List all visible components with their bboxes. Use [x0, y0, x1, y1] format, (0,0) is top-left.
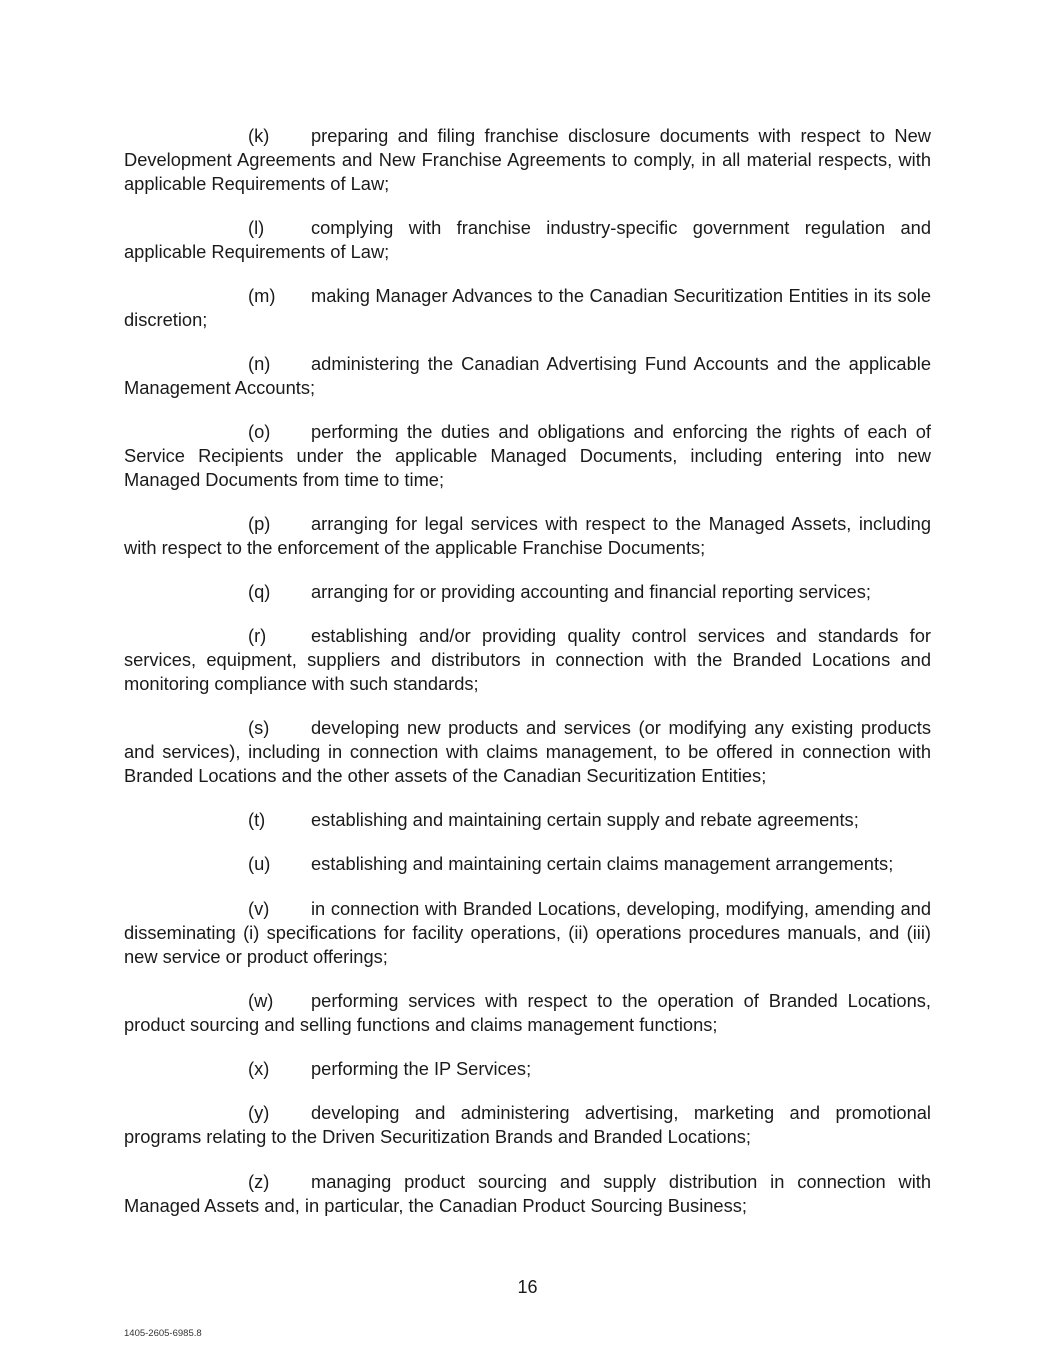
list-item-z: [124, 1170, 931, 1218]
item-text: arranging for or providing accounting and financial reporting services;: [311, 581, 871, 602]
list-item-l: [124, 216, 931, 264]
item-label: (l): [248, 217, 265, 238]
item-label: (w): [248, 990, 274, 1011]
item-text: performing the IP Services;: [311, 1058, 532, 1079]
item-text: managing product sourcing and supply distribution in connection with Managed Assets and, in particular, the Canadian Product Sourcing Business;: [124, 1171, 931, 1216]
list-item-s: [124, 716, 931, 788]
list-item-n: [124, 352, 931, 400]
item-label: (y): [248, 1102, 270, 1123]
item-label: (x): [248, 1058, 270, 1079]
item-label: (t): [248, 809, 266, 830]
page-number: 16: [517, 1277, 538, 1297]
item-text: establishing and maintaining certain claims management arrangements;: [311, 853, 894, 874]
list-item-v: [124, 897, 931, 969]
item-label: (m): [248, 285, 276, 306]
item-text: making Manager Advances to the Canadian Securitization Entities in its sole discretion;: [124, 285, 931, 330]
item-label: (n): [248, 353, 271, 374]
item-label: (v): [248, 898, 270, 919]
item-label: (r): [248, 625, 267, 646]
item-text: establishing and/or providing quality control services and standards for services, equipment, suppliers and distributors in connection with the Branded Locations and monitoring compliance with such standards;: [124, 625, 931, 694]
list-item-p: [124, 512, 931, 560]
list-item-q: [124, 580, 931, 604]
item-text: establishing and maintaining certain supply and rebate agreements;: [311, 809, 859, 830]
item-label: (p): [248, 513, 271, 534]
item-label: (u): [248, 853, 271, 874]
list-item-u: [124, 852, 931, 876]
list-item-x: [124, 1057, 931, 1081]
list-item-k: [124, 124, 931, 196]
item-label: (z): [248, 1171, 270, 1192]
item-text: performing the duties and obligations and enforcing the rights of each of Service Recipients under the applicable Managed Documents, including entering into new Managed Documents from time to time;: [124, 421, 931, 490]
list-item-w: [124, 989, 931, 1037]
item-text: developing and administering advertising, marketing and promotional programs relating to the Driven Securitization Brands and Branded Locations;: [124, 1102, 931, 1147]
item-label: (k): [248, 125, 270, 146]
item-label: (s): [248, 717, 270, 738]
item-label: (q): [248, 581, 271, 602]
document-id: 1405-2605-6985.8: [124, 1328, 202, 1339]
item-text: performing services with respect to the operation of Branded Locations, product sourcing and selling functions and claims management functions;: [124, 990, 931, 1035]
item-text: preparing and filing franchise disclosure documents with respect to New Development Agreements and New Franchise Agreements to comply, in all material respects, with applicable Requirements of Law;: [124, 125, 931, 194]
item-text: in connection with Branded Locations, developing, modifying, amending and disseminating (i) specifications for facility operations, (ii) operations procedures manuals, and (iii) new service or product offerings;: [124, 898, 931, 967]
item-text: arranging for legal services with respect to the Managed Assets, including with respect to the enforcement of the applicable Franchise Documents;: [124, 513, 931, 558]
list-item-y: [124, 1101, 931, 1149]
item-text: developing new products and services (or modifying any existing products and services), including in connection with claims management, to be offered in connection with Branded Locations and the other assets of the Canadian Securitization Entities;: [124, 717, 931, 786]
list-item-o: [124, 420, 931, 492]
list-item-t: [124, 808, 931, 832]
list-item-m: [124, 284, 931, 332]
item-label: (o): [248, 421, 271, 442]
item-text: complying with franchise industry-specific government regulation and applicable Requirements of Law;: [124, 217, 931, 262]
item-text: administering the Canadian Advertising Fund Accounts and the applicable Management Accounts;: [124, 353, 931, 398]
list-item-r: [124, 624, 931, 696]
